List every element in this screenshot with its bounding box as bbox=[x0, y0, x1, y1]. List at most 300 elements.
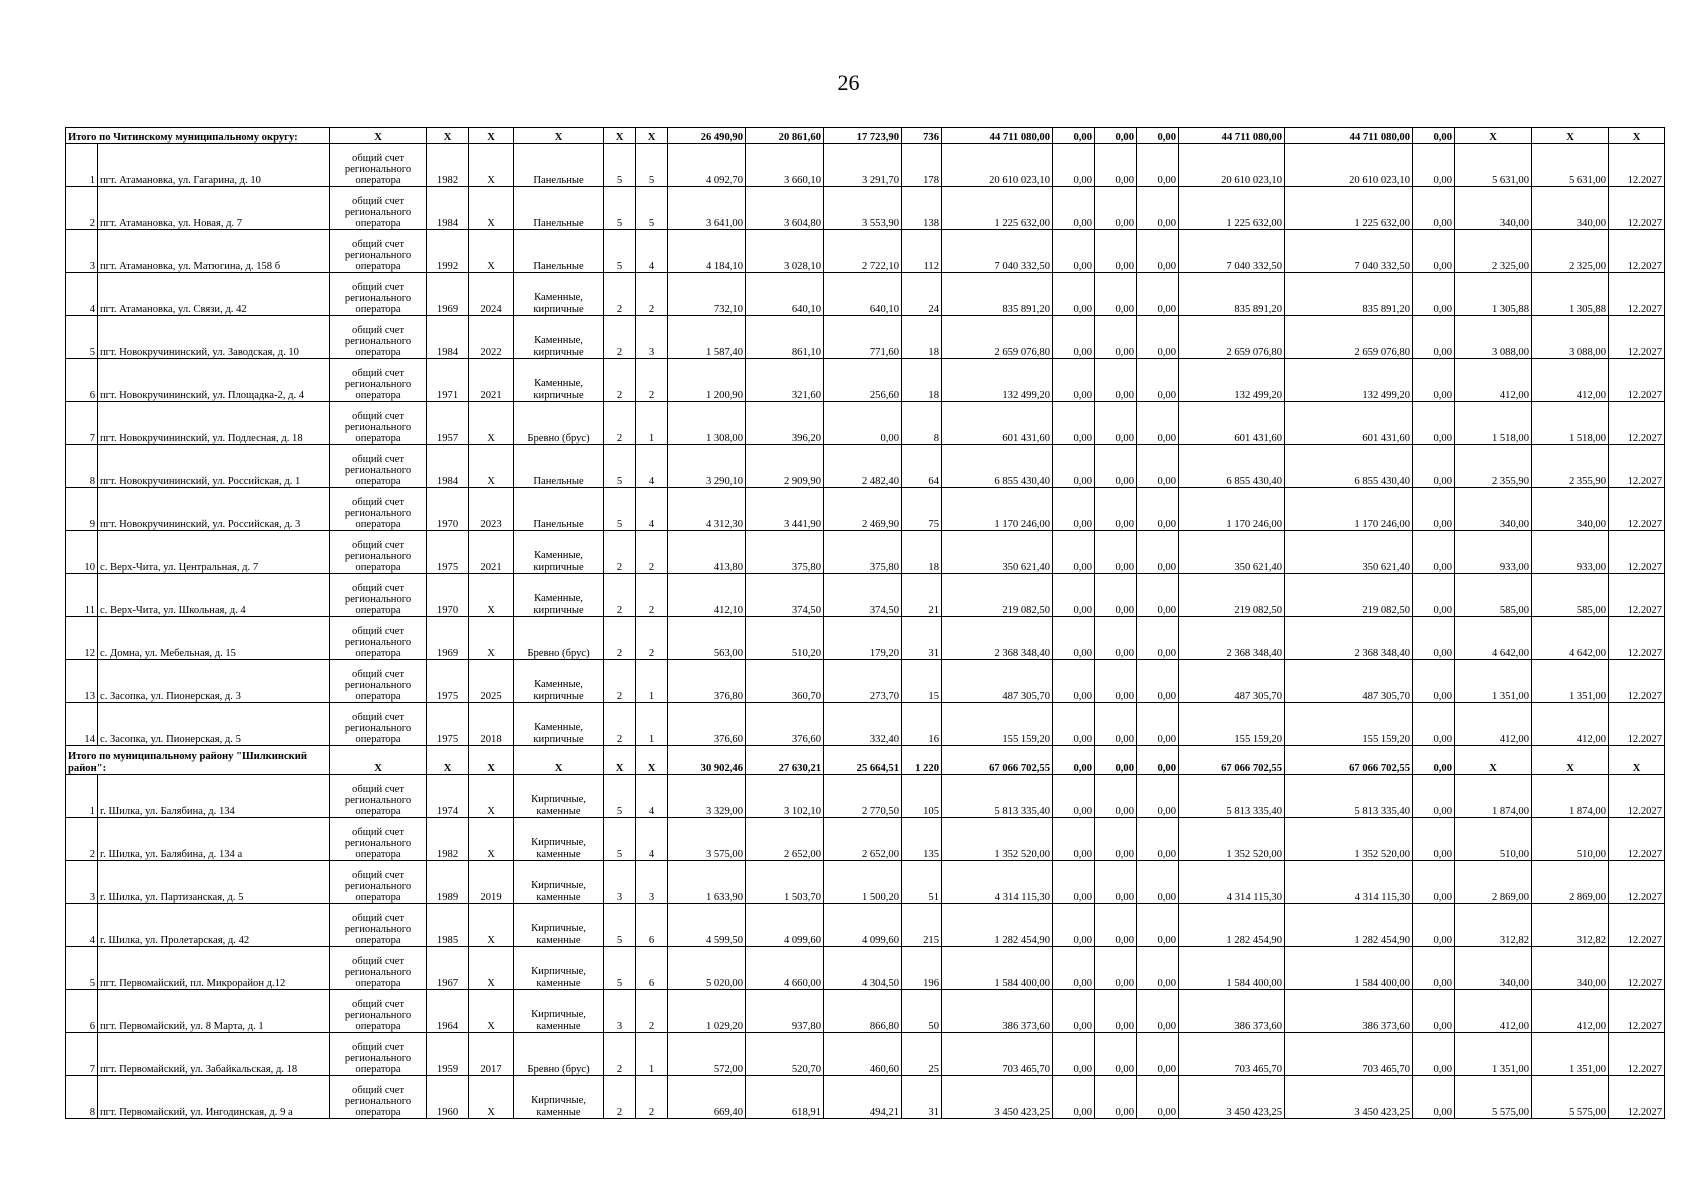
summary-floors: X bbox=[604, 746, 636, 775]
cell-unit-cost: 1 518,00 bbox=[1455, 402, 1532, 445]
cell-cost-regional: 0,00 bbox=[1095, 273, 1137, 316]
cell-total-area: 3 290,10 bbox=[668, 445, 746, 488]
cell-cost-other: 0,00 bbox=[1413, 402, 1455, 445]
cell-max-unit-cost: 412,00 bbox=[1532, 990, 1609, 1033]
table-row bbox=[66, 488, 1665, 531]
summary-year-built: X bbox=[427, 746, 469, 775]
cell-total-area: 413,80 bbox=[668, 531, 746, 574]
cell-unit-cost: 312,82 bbox=[1455, 904, 1532, 947]
cell-planned-date: 12.2027 bbox=[1609, 187, 1665, 230]
cell-residential-area: 3 291,70 bbox=[824, 144, 902, 187]
summary-total-cost: 44 711 080,00 bbox=[942, 128, 1053, 144]
cell-total-area: 3 575,00 bbox=[668, 818, 746, 861]
summary-total-area: 30 902,46 bbox=[668, 746, 746, 775]
cell-cost-other: 0,00 bbox=[1413, 273, 1455, 316]
table-row bbox=[66, 861, 1665, 904]
cell-year-built: 1984 bbox=[427, 187, 469, 230]
cell-total-area: 1 633,90 bbox=[668, 861, 746, 904]
cell-premises-area: 861,10 bbox=[746, 316, 824, 359]
cell-cost-owners: 5 813 335,40 bbox=[1179, 775, 1285, 818]
cell-cost-owners-sum: 2 659 076,80 bbox=[1285, 316, 1413, 359]
cell-cost-federal: 0,00 bbox=[1053, 775, 1095, 818]
cell-max-unit-cost: 2 355,90 bbox=[1532, 445, 1609, 488]
cell-row-number: 4 bbox=[66, 904, 98, 947]
cell-year-repair: 2019 bbox=[469, 861, 514, 904]
cell-address: г. Шилка, ул. Партизанская, д. 5 bbox=[98, 861, 330, 904]
cell-wall-material: Панельные bbox=[514, 488, 604, 531]
cell-premises-area: 510,20 bbox=[746, 617, 824, 660]
cell-total-cost: 155 159,20 bbox=[942, 703, 1053, 746]
cell-floors: 2 bbox=[604, 1076, 636, 1119]
cell-residents: 31 bbox=[902, 617, 942, 660]
cell-year-repair: 2025 bbox=[469, 660, 514, 703]
cell-cost-federal: 0,00 bbox=[1053, 316, 1095, 359]
cell-entrances: 1 bbox=[636, 1033, 668, 1076]
cell-cost-owners: 350 621,40 bbox=[1179, 531, 1285, 574]
cell-cost-owners-sum: 703 465,70 bbox=[1285, 1033, 1413, 1076]
cell-premises-area: 3 441,90 bbox=[746, 488, 824, 531]
cell-floors: 5 bbox=[604, 775, 636, 818]
summary-cost-local: 0,00 bbox=[1137, 128, 1179, 144]
cell-cost-regional: 0,00 bbox=[1095, 990, 1137, 1033]
cell-unit-cost: 4 642,00 bbox=[1455, 617, 1532, 660]
cell-address: г. Шилка, ул. Балябина, д. 134 а bbox=[98, 818, 330, 861]
cell-cost-regional: 0,00 bbox=[1095, 904, 1137, 947]
cell-total-area: 4 092,70 bbox=[668, 144, 746, 187]
cell-wall-material: Кирпичные, каменные bbox=[514, 947, 604, 990]
cell-floors: 5 bbox=[604, 818, 636, 861]
cell-entrances: 2 bbox=[636, 617, 668, 660]
cell-cost-other: 0,00 bbox=[1413, 617, 1455, 660]
cell-entrances: 2 bbox=[636, 990, 668, 1033]
cell-address: пгт. Первомайский, ул. 8 Марта, д. 1 bbox=[98, 990, 330, 1033]
cell-wall-material: Каменные, кирпичные bbox=[514, 531, 604, 574]
cell-max-unit-cost: 1 351,00 bbox=[1532, 660, 1609, 703]
cell-floors: 5 bbox=[604, 904, 636, 947]
cell-unit-cost: 5 631,00 bbox=[1455, 144, 1532, 187]
table-row bbox=[66, 818, 1665, 861]
cell-max-unit-cost: 5 631,00 bbox=[1532, 144, 1609, 187]
cell-total-area: 1 308,00 bbox=[668, 402, 746, 445]
cell-planned-date: 12.2027 bbox=[1609, 230, 1665, 273]
summary-max-unit-cost: X bbox=[1532, 128, 1609, 144]
cell-wall-material: Кирпичные, каменные bbox=[514, 1076, 604, 1119]
cell-total-cost: 5 813 335,40 bbox=[942, 775, 1053, 818]
cell-cost-regional: 0,00 bbox=[1095, 488, 1137, 531]
cell-cost-local: 0,00 bbox=[1137, 1076, 1179, 1119]
cell-unit-cost: 412,00 bbox=[1455, 359, 1532, 402]
cell-total-cost: 703 465,70 bbox=[942, 1033, 1053, 1076]
cell-residential-area: 494,21 bbox=[824, 1076, 902, 1119]
cell-year-repair: 2024 bbox=[469, 273, 514, 316]
cell-entrances: 4 bbox=[636, 230, 668, 273]
cell-year-built: 1959 bbox=[427, 1033, 469, 1076]
cell-premises-area: 3 028,10 bbox=[746, 230, 824, 273]
cell-total-area: 376,80 bbox=[668, 660, 746, 703]
cell-total-area: 1 029,20 bbox=[668, 990, 746, 1033]
cell-cost-local: 0,00 bbox=[1137, 144, 1179, 187]
cell-cost-regional: 0,00 bbox=[1095, 230, 1137, 273]
cell-planned-date: 12.2027 bbox=[1609, 1033, 1665, 1076]
summary-residential-area: 17 723,90 bbox=[824, 128, 902, 144]
cell-fund-method: общий счет регионального оператора bbox=[330, 617, 427, 660]
cell-cost-owners-sum: 132 499,20 bbox=[1285, 359, 1413, 402]
cell-cost-federal: 0,00 bbox=[1053, 617, 1095, 660]
cell-cost-federal: 0,00 bbox=[1053, 703, 1095, 746]
cell-residents: 25 bbox=[902, 1033, 942, 1076]
cell-cost-other: 0,00 bbox=[1413, 990, 1455, 1033]
cell-year-built: 1974 bbox=[427, 775, 469, 818]
cell-fund-method: общий счет регионального оператора bbox=[330, 144, 427, 187]
cell-total-cost: 1 282 454,90 bbox=[942, 904, 1053, 947]
cell-max-unit-cost: 340,00 bbox=[1532, 187, 1609, 230]
cell-cost-owners: 2 368 348,40 bbox=[1179, 617, 1285, 660]
cell-year-built: 1985 bbox=[427, 904, 469, 947]
cell-unit-cost: 585,00 bbox=[1455, 574, 1532, 617]
cell-cost-federal: 0,00 bbox=[1053, 187, 1095, 230]
cell-residential-area: 1 500,20 bbox=[824, 861, 902, 904]
cell-fund-method: общий счет регионального оператора bbox=[330, 359, 427, 402]
cell-total-cost: 20 610 023,10 bbox=[942, 144, 1053, 187]
cell-premises-area: 360,70 bbox=[746, 660, 824, 703]
cell-floors: 2 bbox=[604, 617, 636, 660]
cell-residential-area: 179,20 bbox=[824, 617, 902, 660]
cell-fund-method: общий счет регионального оператора bbox=[330, 660, 427, 703]
cell-premises-area: 374,50 bbox=[746, 574, 824, 617]
cell-fund-method: общий счет регионального оператора bbox=[330, 818, 427, 861]
cell-year-built: 1975 bbox=[427, 531, 469, 574]
cell-cost-owners-sum: 3 450 423,25 bbox=[1285, 1076, 1413, 1119]
cell-cost-other: 0,00 bbox=[1413, 230, 1455, 273]
cell-planned-date: 12.2027 bbox=[1609, 445, 1665, 488]
cell-residential-area: 2 770,50 bbox=[824, 775, 902, 818]
cell-cost-other: 0,00 bbox=[1413, 775, 1455, 818]
cell-residential-area: 374,50 bbox=[824, 574, 902, 617]
cell-unit-cost: 412,00 bbox=[1455, 703, 1532, 746]
cell-entrances: 3 bbox=[636, 861, 668, 904]
cell-cost-regional: 0,00 bbox=[1095, 818, 1137, 861]
cell-total-area: 3 329,00 bbox=[668, 775, 746, 818]
cell-residential-area: 256,60 bbox=[824, 359, 902, 402]
cell-year-repair: 2021 bbox=[469, 359, 514, 402]
cell-cost-regional: 0,00 bbox=[1095, 1076, 1137, 1119]
cell-total-cost: 3 450 423,25 bbox=[942, 1076, 1053, 1119]
cell-row-number: 3 bbox=[66, 861, 98, 904]
cell-cost-owners-sum: 1 584 400,00 bbox=[1285, 947, 1413, 990]
cell-address: пгт. Первомайский, пл. Микрорайон д.12 bbox=[98, 947, 330, 990]
cell-total-area: 4 312,30 bbox=[668, 488, 746, 531]
cell-residential-area: 2 722,10 bbox=[824, 230, 902, 273]
cell-cost-local: 0,00 bbox=[1137, 359, 1179, 402]
cell-total-cost: 1 352 520,00 bbox=[942, 818, 1053, 861]
cell-unit-cost: 340,00 bbox=[1455, 488, 1532, 531]
cell-cost-other: 0,00 bbox=[1413, 574, 1455, 617]
cell-cost-other: 0,00 bbox=[1413, 445, 1455, 488]
cell-residential-area: 0,00 bbox=[824, 402, 902, 445]
cell-floors: 2 bbox=[604, 316, 636, 359]
cell-address: г. Шилка, ул. Балябина, д. 134 bbox=[98, 775, 330, 818]
cell-cost-other: 0,00 bbox=[1413, 359, 1455, 402]
cell-cost-other: 0,00 bbox=[1413, 316, 1455, 359]
cell-floors: 5 bbox=[604, 488, 636, 531]
summary-planned-date: X bbox=[1609, 128, 1665, 144]
table-row bbox=[66, 1076, 1665, 1119]
summary-cost-owners: 44 711 080,00 bbox=[1179, 128, 1285, 144]
cell-address: пгт. Новокручининский, ул. Подлесная, д. 18 bbox=[98, 402, 330, 445]
table-row bbox=[66, 531, 1665, 574]
cell-max-unit-cost: 1 351,00 bbox=[1532, 1033, 1609, 1076]
cell-year-built: 1982 bbox=[427, 144, 469, 187]
cell-cost-regional: 0,00 bbox=[1095, 703, 1137, 746]
cell-total-area: 4 184,10 bbox=[668, 230, 746, 273]
cell-cost-owners: 1 225 632,00 bbox=[1179, 187, 1285, 230]
cell-fund-method: общий счет регионального оператора bbox=[330, 1033, 427, 1076]
cell-floors: 5 bbox=[604, 187, 636, 230]
summary-unit-cost: X bbox=[1455, 746, 1532, 775]
cell-entrances: 4 bbox=[636, 775, 668, 818]
cell-row-number: 12 bbox=[66, 617, 98, 660]
cell-planned-date: 12.2027 bbox=[1609, 947, 1665, 990]
cell-cost-federal: 0,00 bbox=[1053, 990, 1095, 1033]
cell-planned-date: 12.2027 bbox=[1609, 488, 1665, 531]
table-row bbox=[66, 904, 1665, 947]
table-row bbox=[66, 574, 1665, 617]
summary-cost-other: 0,00 bbox=[1413, 128, 1455, 144]
cell-year-built: 1957 bbox=[427, 402, 469, 445]
cell-row-number: 1 bbox=[66, 144, 98, 187]
cell-wall-material: Кирпичные, каменные bbox=[514, 818, 604, 861]
cell-max-unit-cost: 1 874,00 bbox=[1532, 775, 1609, 818]
cell-wall-material: Бревно (брус) bbox=[514, 402, 604, 445]
cell-planned-date: 12.2027 bbox=[1609, 703, 1665, 746]
cell-planned-date: 12.2027 bbox=[1609, 990, 1665, 1033]
cell-planned-date: 12.2027 bbox=[1609, 359, 1665, 402]
cell-unit-cost: 1 874,00 bbox=[1455, 775, 1532, 818]
cell-premises-area: 3 660,10 bbox=[746, 144, 824, 187]
summary-cost-owners-sum: 44 711 080,00 bbox=[1285, 128, 1413, 144]
table-row bbox=[66, 947, 1665, 990]
summary-cost-owners-sum: 67 066 702,55 bbox=[1285, 746, 1413, 775]
cell-wall-material: Панельные bbox=[514, 445, 604, 488]
cell-wall-material: Каменные, кирпичные bbox=[514, 316, 604, 359]
cell-year-repair: X bbox=[469, 818, 514, 861]
cell-cost-owners-sum: 1 352 520,00 bbox=[1285, 818, 1413, 861]
cell-floors: 5 bbox=[604, 445, 636, 488]
cell-address: пгт. Первомайский, ул. Забайкальская, д. 18 bbox=[98, 1033, 330, 1076]
cell-row-number: 5 bbox=[66, 316, 98, 359]
cell-fund-method: общий счет регионального оператора bbox=[330, 990, 427, 1033]
cell-residents: 178 bbox=[902, 144, 942, 187]
cell-total-cost: 386 373,60 bbox=[942, 990, 1053, 1033]
cell-total-area: 412,10 bbox=[668, 574, 746, 617]
cell-cost-owners-sum: 601 431,60 bbox=[1285, 402, 1413, 445]
cell-year-repair: X bbox=[469, 990, 514, 1033]
cell-cost-owners: 219 082,50 bbox=[1179, 574, 1285, 617]
cell-max-unit-cost: 4 642,00 bbox=[1532, 617, 1609, 660]
cell-premises-area: 1 503,70 bbox=[746, 861, 824, 904]
cell-premises-area: 321,60 bbox=[746, 359, 824, 402]
cell-cost-owners-sum: 1 225 632,00 bbox=[1285, 187, 1413, 230]
cell-row-number: 7 bbox=[66, 1033, 98, 1076]
cell-fund-method: общий счет регионального оператора bbox=[330, 1076, 427, 1119]
summary-cost-federal: 0,00 bbox=[1053, 128, 1095, 144]
cell-address: пгт. Новокручининский, ул. Российская, д. 3 bbox=[98, 488, 330, 531]
cell-cost-federal: 0,00 bbox=[1053, 359, 1095, 402]
cell-wall-material: Панельные bbox=[514, 144, 604, 187]
cell-planned-date: 12.2027 bbox=[1609, 775, 1665, 818]
cell-residents: 24 bbox=[902, 273, 942, 316]
cell-address: с. Домна, ул. Мебельная, д. 15 bbox=[98, 617, 330, 660]
summary-residents: 1 220 bbox=[902, 746, 942, 775]
cell-cost-owners-sum: 4 314 115,30 bbox=[1285, 861, 1413, 904]
cell-wall-material: Кирпичные, каменные bbox=[514, 904, 604, 947]
cell-residential-area: 771,60 bbox=[824, 316, 902, 359]
summary-cost-regional: 0,00 bbox=[1095, 128, 1137, 144]
cell-total-cost: 835 891,20 bbox=[942, 273, 1053, 316]
table-row bbox=[66, 703, 1665, 746]
cell-cost-regional: 0,00 bbox=[1095, 445, 1137, 488]
cell-cost-local: 0,00 bbox=[1137, 488, 1179, 531]
cell-total-cost: 1 584 400,00 bbox=[942, 947, 1053, 990]
cell-residents: 215 bbox=[902, 904, 942, 947]
cell-row-number: 11 bbox=[66, 574, 98, 617]
cell-row-number: 6 bbox=[66, 359, 98, 402]
cell-max-unit-cost: 412,00 bbox=[1532, 703, 1609, 746]
table-row bbox=[66, 187, 1665, 230]
cell-cost-owners-sum: 219 082,50 bbox=[1285, 574, 1413, 617]
cell-entrances: 5 bbox=[636, 187, 668, 230]
summary-cost-regional: 0,00 bbox=[1095, 746, 1137, 775]
summary-unit-cost: X bbox=[1455, 128, 1532, 144]
cell-year-repair: X bbox=[469, 617, 514, 660]
table-row bbox=[66, 273, 1665, 316]
cell-cost-federal: 0,00 bbox=[1053, 818, 1095, 861]
cell-floors: 5 bbox=[604, 144, 636, 187]
cell-unit-cost: 1 305,88 bbox=[1455, 273, 1532, 316]
cell-planned-date: 12.2027 bbox=[1609, 402, 1665, 445]
cell-cost-regional: 0,00 bbox=[1095, 617, 1137, 660]
cell-address: с. Засопка, ул. Пионерская, д. 5 bbox=[98, 703, 330, 746]
cell-year-built: 1992 bbox=[427, 230, 469, 273]
cell-cost-owners: 2 659 076,80 bbox=[1179, 316, 1285, 359]
cell-max-unit-cost: 933,00 bbox=[1532, 531, 1609, 574]
cell-unit-cost: 1 351,00 bbox=[1455, 1033, 1532, 1076]
summary-entrances: X bbox=[636, 128, 668, 144]
cell-address: с. Верх-Чита, ул. Школьная, д. 4 bbox=[98, 574, 330, 617]
cell-wall-material: Каменные, кирпичные bbox=[514, 703, 604, 746]
cell-premises-area: 3 604,80 bbox=[746, 187, 824, 230]
cell-cost-local: 0,00 bbox=[1137, 574, 1179, 617]
cell-fund-method: общий счет регионального оператора bbox=[330, 273, 427, 316]
cell-total-cost: 132 499,20 bbox=[942, 359, 1053, 402]
cell-fund-method: общий счет регионального оператора bbox=[330, 574, 427, 617]
cell-total-area: 1 587,40 bbox=[668, 316, 746, 359]
cell-cost-federal: 0,00 bbox=[1053, 1076, 1095, 1119]
cell-address: пгт. Атамановка, ул. Связи, д. 42 bbox=[98, 273, 330, 316]
cell-residents: 8 bbox=[902, 402, 942, 445]
cell-total-area: 572,00 bbox=[668, 1033, 746, 1076]
cell-cost-other: 0,00 bbox=[1413, 488, 1455, 531]
cell-residents: 15 bbox=[902, 660, 942, 703]
cell-row-number: 2 bbox=[66, 818, 98, 861]
summary-label: Итого по муниципальному району "Шилкинский район": bbox=[66, 746, 330, 775]
cell-planned-date: 12.2027 bbox=[1609, 531, 1665, 574]
table-row bbox=[66, 316, 1665, 359]
cell-residents: 51 bbox=[902, 861, 942, 904]
cell-premises-area: 376,60 bbox=[746, 703, 824, 746]
cell-max-unit-cost: 5 575,00 bbox=[1532, 1076, 1609, 1119]
cell-year-repair: X bbox=[469, 187, 514, 230]
summary-fund-method: X bbox=[330, 128, 427, 144]
cell-wall-material: Панельные bbox=[514, 187, 604, 230]
cell-total-cost: 350 621,40 bbox=[942, 531, 1053, 574]
cell-year-built: 1960 bbox=[427, 1076, 469, 1119]
cell-address: пгт. Атамановка, ул. Гагарина, д. 10 bbox=[98, 144, 330, 187]
cell-total-area: 5 020,00 bbox=[668, 947, 746, 990]
cell-row-number: 10 bbox=[66, 531, 98, 574]
cell-planned-date: 12.2027 bbox=[1609, 144, 1665, 187]
cell-row-number: 9 bbox=[66, 488, 98, 531]
cell-premises-area: 4 099,60 bbox=[746, 904, 824, 947]
cell-total-cost: 1 170 246,00 bbox=[942, 488, 1053, 531]
cell-cost-federal: 0,00 bbox=[1053, 445, 1095, 488]
cell-wall-material: Каменные, кирпичные bbox=[514, 574, 604, 617]
cell-entrances: 2 bbox=[636, 531, 668, 574]
summary-label: Итого по Читинскому муниципальному округу: bbox=[66, 128, 330, 144]
cell-cost-local: 0,00 bbox=[1137, 775, 1179, 818]
summary-cost-federal: 0,00 bbox=[1053, 746, 1095, 775]
cell-cost-federal: 0,00 bbox=[1053, 861, 1095, 904]
cell-year-built: 1975 bbox=[427, 660, 469, 703]
summary-residents: 736 bbox=[902, 128, 942, 144]
cell-cost-local: 0,00 bbox=[1137, 617, 1179, 660]
cell-year-built: 1984 bbox=[427, 316, 469, 359]
cell-fund-method: общий счет регионального оператора bbox=[330, 230, 427, 273]
cell-total-cost: 219 082,50 bbox=[942, 574, 1053, 617]
cell-residential-area: 866,80 bbox=[824, 990, 902, 1033]
cell-unit-cost: 2 325,00 bbox=[1455, 230, 1532, 273]
cell-row-number: 14 bbox=[66, 703, 98, 746]
cell-premises-area: 640,10 bbox=[746, 273, 824, 316]
summary-year-repair: X bbox=[469, 746, 514, 775]
cell-cost-local: 0,00 bbox=[1137, 947, 1179, 990]
cell-cost-regional: 0,00 bbox=[1095, 775, 1137, 818]
cell-total-cost: 4 314 115,30 bbox=[942, 861, 1053, 904]
cell-floors: 2 bbox=[604, 273, 636, 316]
cell-planned-date: 12.2027 bbox=[1609, 660, 1665, 703]
cell-cost-local: 0,00 bbox=[1137, 990, 1179, 1033]
cell-row-number: 13 bbox=[66, 660, 98, 703]
cell-floors: 3 bbox=[604, 861, 636, 904]
summary-wall-material: X bbox=[514, 128, 604, 144]
cell-total-cost: 7 040 332,50 bbox=[942, 230, 1053, 273]
cell-total-area: 3 641,00 bbox=[668, 187, 746, 230]
cell-planned-date: 12.2027 bbox=[1609, 861, 1665, 904]
table-row bbox=[66, 144, 1665, 187]
cell-total-area: 1 200,90 bbox=[668, 359, 746, 402]
table-row bbox=[66, 990, 1665, 1033]
table-body bbox=[66, 128, 1665, 1119]
cell-year-repair: 2018 bbox=[469, 703, 514, 746]
summary-planned-date: X bbox=[1609, 746, 1665, 775]
cell-cost-owners: 1 352 520,00 bbox=[1179, 818, 1285, 861]
housing-repair-table bbox=[65, 127, 1665, 1119]
cell-max-unit-cost: 585,00 bbox=[1532, 574, 1609, 617]
cell-unit-cost: 2 869,00 bbox=[1455, 861, 1532, 904]
cell-residents: 196 bbox=[902, 947, 942, 990]
cell-cost-owners: 7 040 332,50 bbox=[1179, 230, 1285, 273]
cell-row-number: 3 bbox=[66, 230, 98, 273]
